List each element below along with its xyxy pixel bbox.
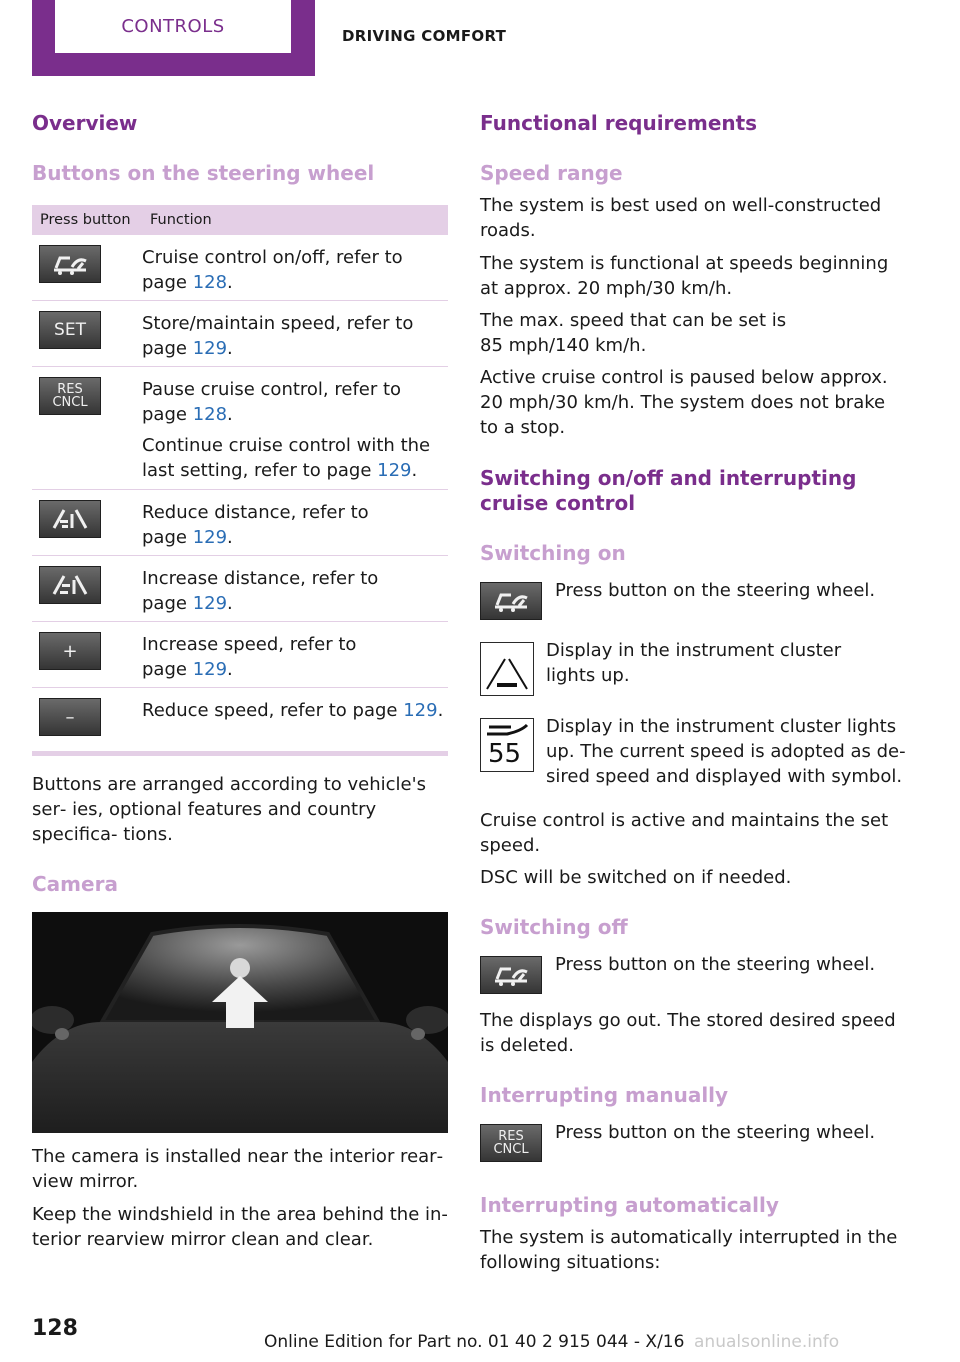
- page-link[interactable]: 129: [377, 460, 412, 481]
- row-function-text: .: [227, 404, 233, 425]
- row-function-text: Pause cruise control, refer to: [142, 379, 402, 400]
- res-cncl-button[interactable]: [480, 1124, 542, 1162]
- speed-display-value: 55: [488, 739, 522, 769]
- switch-off-para-1: The displays go out. The stored desired speed is deleted.: [480, 1010, 896, 1056]
- page-link[interactable]: 129: [192, 527, 228, 548]
- windshield-illustration: [32, 912, 448, 1133]
- row-function-text: .: [227, 593, 233, 614]
- row-function-text: .: [227, 272, 233, 293]
- header-tab-label: CONTROLS: [121, 16, 225, 37]
- button-label-line: RES: [57, 382, 83, 397]
- camera-para-1: The camera is installed near the interior rear‐ view mirror.: [32, 1146, 444, 1192]
- switch-on-step-3: Display in the instrument cluster lights up. The current speed is adopted as de‐ sired speed and displayed with symbol.: [546, 716, 906, 787]
- footer-edition: Online Edition for Part no. 01 40 2 915 044 - X/16: [264, 1332, 685, 1352]
- cluster-display-lane-icon: [480, 642, 534, 696]
- speed-range-para-3-line: The max. speed that can be set is: [480, 310, 787, 331]
- distance-increase-icon: [50, 572, 90, 598]
- overview-heading: Overview: [32, 111, 138, 135]
- row-function-text: Store/maintain speed, refer to: [142, 313, 414, 334]
- page-link[interactable]: 128: [192, 272, 228, 293]
- footer-watermark: anualsonline.info: [694, 1332, 840, 1352]
- switch-on-step-2: Display in the instrument cluster lights up.: [546, 640, 842, 686]
- speed-range-para-4: Active cruise control is paused below approx. 20 mph/30 km/h. The system does not brake to a stop.: [480, 367, 888, 438]
- cruise-control-button[interactable]: [480, 956, 542, 994]
- cruise-control-icon: [491, 588, 531, 614]
- table-row: [32, 490, 448, 556]
- buttons-heading: Buttons on the steering wheel: [32, 161, 375, 185]
- row-function-text: Continue cruise control with the: [142, 435, 431, 456]
- res-cncl-button[interactable]: [39, 377, 101, 415]
- col-press-button: Press button: [40, 212, 131, 228]
- interrupting-automatically-heading: Interrupting automatically: [480, 1193, 779, 1217]
- page-link[interactable]: 129: [192, 593, 228, 614]
- table-row: [32, 301, 448, 367]
- buttons-table: [32, 205, 448, 756]
- row-function-text: .: [227, 659, 233, 680]
- page-link[interactable]: 129: [192, 659, 228, 680]
- page-number: 128: [32, 1316, 78, 1341]
- cruise-control-button[interactable]: [480, 582, 542, 620]
- row-function-text: page: [142, 593, 193, 614]
- table-header: [32, 205, 448, 235]
- increase-speed-button[interactable]: +: [39, 632, 101, 670]
- switch-off-step-1: Press button on the steering wheel.: [555, 954, 876, 975]
- header-section-title: DRIVING COMFORT: [342, 27, 507, 45]
- switching-heading: Switching on/off and interrupting cruise control: [480, 466, 857, 515]
- row-function-text: Increase distance, refer to: [142, 568, 379, 589]
- button-label-line: CNCL: [52, 395, 88, 410]
- table-row: [32, 688, 448, 743]
- speed-range-para-3: [480, 308, 900, 358]
- camera-photo: [32, 912, 448, 1133]
- switching-off-heading: Switching off: [480, 915, 628, 939]
- row-function-text: page: [142, 659, 193, 680]
- reduce-distance-button[interactable]: [39, 500, 101, 538]
- page-link[interactable]: 129: [403, 700, 438, 721]
- camera-heading: Camera: [32, 872, 118, 896]
- cruise-control-button[interactable]: [39, 245, 101, 283]
- cruise-control-icon: [50, 251, 90, 277]
- table-row: [32, 622, 448, 688]
- speed-range-para-3-line: 85 mph/140 km/h.: [480, 335, 647, 356]
- speed-range-heading: Speed range: [480, 161, 623, 185]
- row-function-text: Increase speed, refer to: [142, 634, 357, 655]
- row-function-text: .: [437, 700, 444, 721]
- distance-reduce-icon: [50, 506, 90, 532]
- row-function-text: Reduce distance, refer to: [142, 502, 369, 523]
- cruise-control-icon: [491, 962, 531, 988]
- header-tab-controls[interactable]: [55, 0, 291, 53]
- set-button[interactable]: SET: [39, 311, 101, 349]
- cluster-display-speed-icon: [480, 718, 534, 772]
- button-label-line: CNCL: [493, 1142, 529, 1157]
- switch-on-para-1: Cruise control is active and maintains the set speed.: [480, 810, 889, 856]
- col-function: Function: [150, 212, 212, 228]
- interrupting-manually-heading: Interrupting manually: [480, 1083, 729, 1107]
- reduce-speed-button[interactable]: –: [39, 698, 101, 736]
- auto-para-1: The system is automatically interrupted in the following situations:: [480, 1227, 898, 1273]
- row-function-text: page: [142, 272, 193, 293]
- row-function-text: page: [142, 527, 193, 548]
- camera-para-2: Keep the windshield in the area behind the in‐ terior rearview mirror clean and clear.: [32, 1204, 448, 1250]
- row-function-text: .: [411, 460, 418, 481]
- row-function-text: last setting, refer to page: [142, 460, 378, 481]
- table-bottom-rule: [32, 751, 448, 756]
- switching-on-heading: Switching on: [480, 541, 626, 565]
- row-function-text: .: [227, 338, 233, 359]
- page-link[interactable]: 128: [192, 404, 228, 425]
- switch-on-para-2: DSC will be switched on if needed.: [480, 867, 792, 888]
- switch-on-step-1: Press button on the steering wheel.: [555, 580, 876, 601]
- speed-range-para-1: The system is best used on well-constructed roads.: [480, 195, 882, 241]
- row-function-text: page: [142, 338, 193, 359]
- row-function-text: Reduce speed, refer to page: [142, 700, 404, 721]
- row-function-text: Cruise control on/off, refer to: [142, 247, 403, 268]
- increase-distance-button[interactable]: [39, 566, 101, 604]
- functional-requirements-heading: Functional requirements: [480, 111, 758, 135]
- speed-range-para-2: The system is functional at speeds beginning at approx. 20 mph/30 km/h.: [480, 253, 889, 299]
- row-function-text: page: [142, 404, 193, 425]
- table-row: [32, 235, 448, 301]
- button-label-line: RES: [498, 1129, 524, 1144]
- table-row: [32, 367, 448, 490]
- manual-step-1: Press button on the steering wheel.: [555, 1122, 876, 1143]
- table-row: [32, 556, 448, 622]
- row-function-text: .: [227, 527, 233, 548]
- page-link[interactable]: 129: [192, 338, 228, 359]
- buttons-note: Buttons are arranged according to vehicle's ser‐ ies, optional features and country specifica‐ tions.: [32, 774, 426, 845]
